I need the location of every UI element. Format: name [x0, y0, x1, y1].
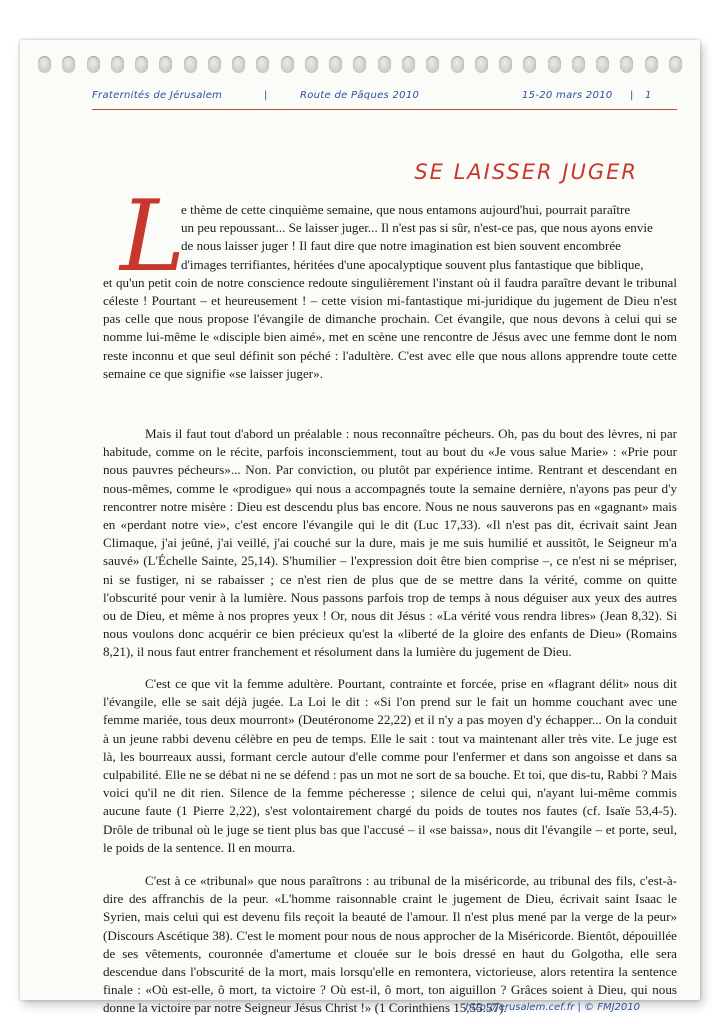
paragraph-2: Mais il faut tout d'abord un préalable : nous reconnaître pécheurs. Oh, pas du bout des lèvres, ni par habitude, comme on le récite, parfois inconsciemment, tout au bout du «Je vous salue Marie» : «Prie pour nous pauvres pécheurs»... Non. Par conviction, ou plutôt par expérience intime. Rentrant et descendant en nous-mêmes, comme le «prodigue» qui nous a accompagnés toute la semaine dernière, n'ayons pas peur d'y rencontrer notre misère : Dieu est descendu plus bas encore. Nous ne nous sauverons pas en «gagnant» mais en «perdant notre vie», c'est encore l'évangile qui le dit (Luc 17,33). «Il n'est pas dit, écrivait saint Jean Climaque, j'ai jeûné, j'ai veillé, j'ai couché sur la dure, mais je me suis humilié et aussitôt, le Seigneur m'a sauvé» (L'Échelle Sainte, 25,14). S'humilier – l'expression doit être bien comprise –, ce n'est ni se mépriser, ni se fustiger, ni se rabaisser ; ce n'est rien de plus que de se mettre dans la vérité, comme on quitte l'obscurité pour venir à la lumière. Nous passons parfois trop de temps à nous déguiser aux yeux des autres ou de Dieu, et même à nos propres yeux ! Or, nous dit Jésus : «La vérité vous rendra libres» (Jean 8,32). Si nous voulons donc acquérir ce bien précieux qu'est la «liberté de la gloire des enfants de Dieu» (Romains 8,21), il nous faut entrer franchement et résolument dans la lumière du jugement de Dieu.: [103, 426, 677, 660]
binder-hole-icon: [232, 56, 245, 73]
header-page-number: 1: [645, 90, 652, 101]
paragraph-1-rest: et qu'un petit coin de notre conscience redoute singulièrement l'instant où il faudra paraître devant le tribunal céleste ! Pourtant – et heureusement ! – cette vision mi-fantastique mi-juridique du jugement de Dieu n'est pas celle que nous propose l'évangile de dimanche prochain. Cet évangile, que nous devons à celui qui se nomme lui-même le «disciple bien aimé», met en scène une rencontre de Jésus avec une femme dont le nom reste inconnu et que seul définit son péché : l'adultère. C'est avec elle que nous allons apprendre toute cette semaine ce que signifie «se laisser juger».: [103, 274, 677, 381]
binder-hole-icon: [475, 56, 488, 73]
binder-hole-icon: [305, 56, 318, 73]
drop-cap: L: [120, 180, 186, 294]
page-footer: http://jerusalem.cef.fr | © FMJ2010: [465, 1002, 640, 1013]
paragraph-4: C'est à ce «tribunal» que nous paraîtrons : au tribunal de la miséricorde, au tribunal des fils, c'est-à-dire des affranchis de la peur. «L'homme raisonnable craint le jugement de Dieu, écrivait saint Isaac le Syrien, mais celui qui est devenu fils reçoit la beauté de l'amour. Il n'est plus mené par la verge de la peur» (Discours Ascétique 38). C'est le moment pour nous de nous approcher de la Miséricorde. Bientôt, dépouillée de ses vêtements, couronnée d'amertume et clouée sur le bois dressé en haut du Golgotha, elle sera descendue dans l'obscurité de la mort, mais lorsqu'elle en remontera, victorieuse, alors retentira la sentence finale : «Où est-elle, ô mort, ta victoire ? Où est-il, ô mort, ton aiguillon ? Grâces soient à Dieu, qui nous donne la victoire par notre Seigneur Jésus Christ !» (1 Corinthiens 15,55.57).: [103, 873, 677, 1016]
binder-hole-icon: [378, 56, 391, 73]
header-separator: |: [264, 90, 268, 101]
binder-hole-icon: [111, 56, 124, 73]
paragraph-3: C'est ce que vit la femme adultère. Pourtant, contrainte et forcée, prise en «flagrant délit» nous dit l'évangile, elle se sait déjà jugée. La Loi le dit : «Si l'on prend sur le fait un homme couchant avec une femme mariée, tous deux mourront» (Deutéronome 22,22) et il n'y a pas moyen d'y échapper... On la conduit à un jeune rabbi devenu célèbre en peu de temps. Elle le sait : tout va maintenant aller très vite. Le juge est là, les bourreaux aussi, formant cercle autour d'elle comme pour l'enfermer et dans son angoisse et dans sa culpabilité. Elle ne se débat ni ne se défend : pas un mot ne sort de sa bouche. Et toi, que dis-tu, Rabbi ? Mais voici qu'il ne dit rien. Silence de la femme pécheresse ; silence de celui qui, n'ayant lui-même commis aucune faute (1 Pierre 2,22), s'est volontairement chargé du poids de toutes nos fautes (cf. Isaïe 53,4-5). Drôle de tribunal où le juge se tient plus bas que l'accusé – il «se baissa», nous dit l'évangile – et porte, seul, le poids de la sentence. Il en mourra.: [103, 676, 677, 855]
binder-holes: [38, 52, 682, 76]
binder-hole-icon: [135, 56, 148, 73]
page-title: SE LAISSER JUGER: [414, 160, 638, 184]
header-date: 15-20 mars 2010: [522, 90, 613, 101]
header-separator: |: [630, 90, 634, 101]
binder-hole-icon: [62, 56, 75, 73]
header-series: Route de Pâques 2010: [300, 90, 420, 101]
paragraph-1-line: e thème de cette cinquième semaine, que nous entamons aujourd'hui, pourrait paraître: [181, 202, 631, 217]
binder-hole-icon: [184, 56, 197, 73]
header-publisher: Fraternités de Jérusalem: [92, 90, 223, 101]
binder-hole-icon: [329, 56, 342, 73]
binder-hole-icon: [87, 56, 100, 73]
binder-hole-icon: [256, 56, 269, 73]
binder-hole-icon: [426, 56, 439, 73]
binder-hole-icon: [572, 56, 585, 73]
binder-hole-icon: [645, 56, 658, 73]
paragraph-1-line: de nous laisser juger ! Il faut dire que notre imagination est bien souvent encombrée: [181, 238, 621, 254]
page-header: [92, 88, 682, 106]
binder-hole-icon: [208, 56, 221, 73]
binder-hole-icon: [620, 56, 633, 73]
paper-sheet: [20, 40, 700, 1016]
binder-hole-icon: [548, 56, 561, 73]
paragraph-1: [103, 201, 677, 383]
binder-hole-icon: [523, 56, 536, 73]
binder-hole-icon: [353, 56, 366, 73]
binder-hole-icon: [402, 56, 415, 73]
header-rule: [92, 109, 677, 110]
binder-hole-icon: [281, 56, 294, 73]
paragraph-1-line: d'images terrifiantes, héritées d'une apocalyptique souvent plus fantastique que biblique,: [181, 256, 644, 272]
binder-hole-icon: [38, 56, 51, 73]
binder-hole-icon: [159, 56, 172, 73]
paragraph-1-line: un peu repoussant... Se laisser juger... Il n'est pas si sûr, n'est-ce pas, que nous ayons envie: [181, 220, 653, 236]
binder-hole-icon: [451, 56, 464, 73]
binder-hole-icon: [499, 56, 512, 73]
binder-hole-icon: [596, 56, 609, 73]
binder-hole-icon: [669, 56, 682, 73]
